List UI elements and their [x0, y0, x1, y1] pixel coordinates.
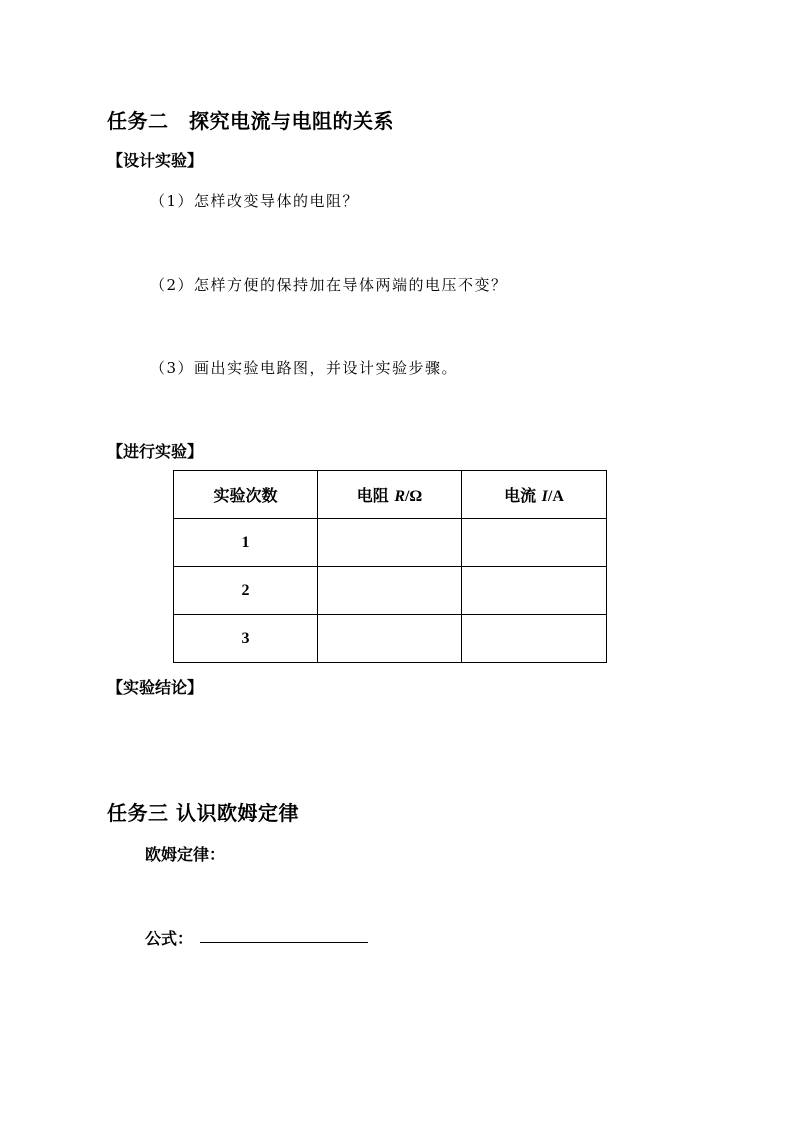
experiment-table — [173, 470, 607, 663]
header-resistance-prefix: 电阻 — [356, 486, 395, 505]
header-trial-count: 实验次数 — [174, 471, 318, 519]
task2-title: 任务二 探究电流与电阻的关系 — [107, 109, 394, 133]
trial-number: 1 — [174, 519, 318, 567]
trial-number: 2 — [174, 567, 318, 615]
conduct-experiment-heading: 【进行实验】 — [107, 442, 204, 461]
ohms-law-label: 欧姆定律： — [145, 845, 226, 864]
resistance-cell — [318, 567, 462, 615]
header-resistance-unit: /Ω — [404, 488, 423, 505]
task3-title: 任务三 认识欧姆定律 — [107, 801, 299, 825]
question-1: （1）怎样改变导体的电阻？ — [150, 192, 360, 210]
header-resistance — [318, 471, 462, 519]
conclusion-heading: 【实验结论】 — [107, 678, 204, 697]
table-row — [174, 615, 607, 663]
current-cell — [462, 615, 607, 663]
question-2: （2）怎样方便的保持加在导体两端的电压不变？ — [150, 276, 508, 294]
formula-label: 公式： — [145, 929, 194, 948]
table-row — [174, 519, 607, 567]
resistance-cell — [318, 615, 462, 663]
resistance-cell — [318, 519, 462, 567]
header-resistance-symbol: R — [394, 488, 405, 505]
question-3: （3）画出实验电路图，并设计实验步骤。 — [150, 359, 459, 377]
table-row — [174, 567, 607, 615]
header-current-symbol: I — [541, 488, 548, 505]
formula-blank-line — [200, 942, 368, 943]
current-cell — [462, 519, 607, 567]
table-header-row — [174, 471, 607, 519]
header-current — [462, 471, 607, 519]
design-experiment-heading: 【设计实验】 — [107, 151, 204, 170]
header-current-prefix: 电流 — [504, 486, 542, 505]
current-cell — [462, 567, 607, 615]
trial-number: 3 — [174, 615, 318, 663]
header-current-unit: /A — [547, 488, 564, 505]
